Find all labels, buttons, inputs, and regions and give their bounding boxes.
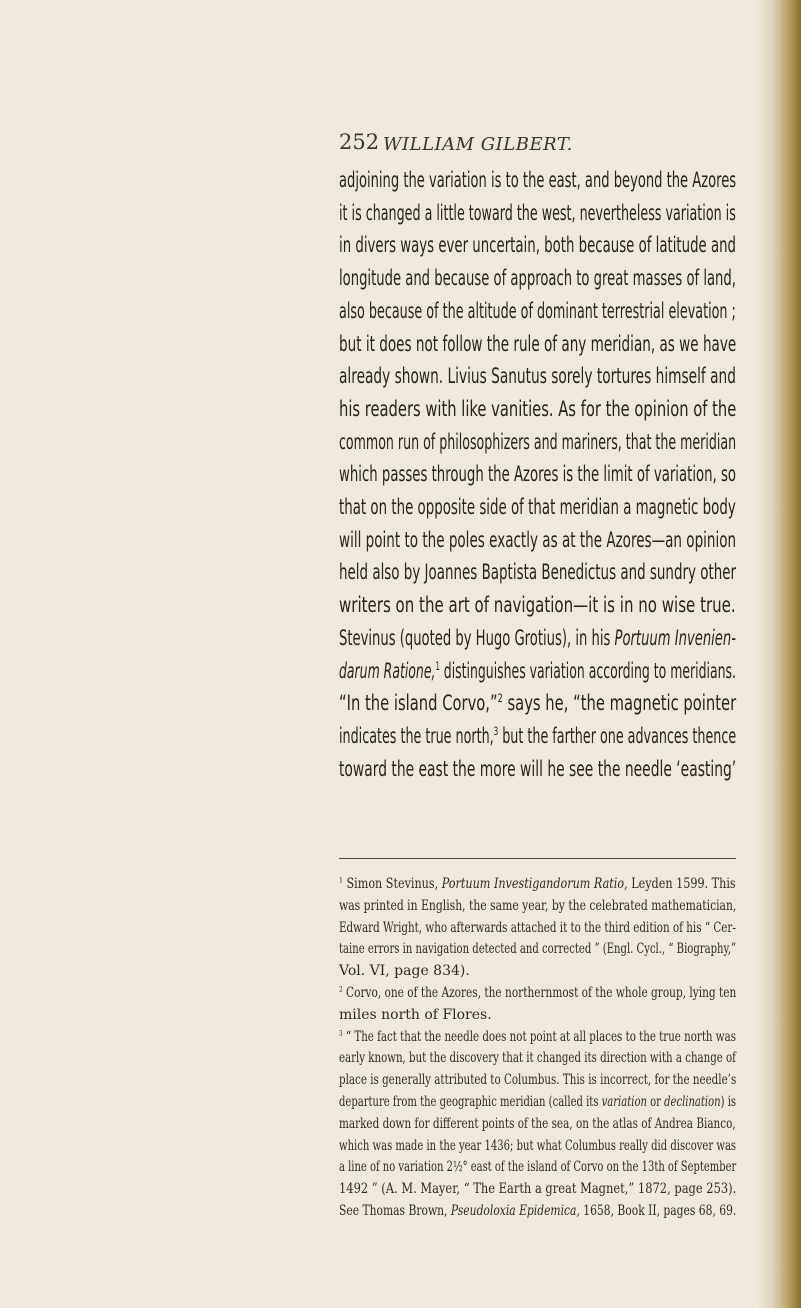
body-text-run: distinguishes variation according to meridians. xyxy=(439,658,736,684)
footnote-text: “ The fact that the needle does not point at all places to the true north was xyxy=(342,1028,736,1045)
body-text-run: “In the island Corvo,” xyxy=(339,691,498,717)
footnote-text: 1658, Book II, pages 68, 69. xyxy=(579,1203,737,1219)
body-line: which passes through the Azores is the limit of variation, so xyxy=(339,462,737,488)
footnote-mark-1: 1 xyxy=(339,875,343,885)
footnote-line: early known, but the discovery that it changed its direction with a change of xyxy=(339,1050,736,1067)
footnote-line: taine errors in navigation detected and corrected ” (Engl. Cycl., “ Biography,” xyxy=(339,941,737,958)
term-italic: variation xyxy=(601,1094,647,1110)
footnote-divider xyxy=(339,858,736,859)
footnote-line xyxy=(339,1094,736,1110)
body-line: it is changed a little toward the west, nevertheless variation is xyxy=(339,200,736,226)
footnote-ref-3[interactable]: 3 xyxy=(493,723,499,738)
footnote-line: miles north of Flores. xyxy=(339,1006,492,1023)
footnote-text: Simon Stevinus, xyxy=(342,876,442,892)
book-title-italic: Portuum Invenien- xyxy=(614,625,736,651)
running-head: WILLIAM GILBERT. xyxy=(383,134,573,155)
footnote-line: marked down for different points of the sea, on the atlas of Andrea Bianco, xyxy=(339,1115,736,1132)
body-line xyxy=(339,691,736,716)
footnote-line: 1492 ” (A. M. Mayer, “ The Earth a great Magnet,” 1872, page 253). xyxy=(339,1181,737,1198)
body-line: writers on the art of navigation—it is in no wise true. xyxy=(339,593,736,619)
footnote-line: a line of no variation 2½° east of the island of Corvo on the 13th of September xyxy=(339,1159,737,1176)
page-number: 252 xyxy=(339,130,380,154)
footnote-line: Edward Wright, who afterwards attached it to the third edition of his “ Cer- xyxy=(339,919,736,936)
body-line: that on the opposite side of that meridian a magnetic body xyxy=(339,495,736,520)
body-line: longitude and because of approach to great masses of land, xyxy=(339,266,736,292)
body-text-run: indicates the true north, xyxy=(339,723,494,749)
body-line xyxy=(339,626,736,651)
footnote-mark-2: 2 xyxy=(339,984,343,994)
body-line: also because of the altitude of dominant terrestrial elevation ; xyxy=(339,298,736,324)
body-line: held also by Joannes Baptista Benedictus and sundry other xyxy=(339,560,737,586)
book-title-italic: Pseudoloxia Epidemica, xyxy=(450,1203,580,1219)
body-line: already shown. Livius Sanutus sorely tortures himself and xyxy=(339,364,736,390)
body-text-run: says he, “the magnetic pointer xyxy=(502,691,737,717)
page-edge-shadow xyxy=(757,0,771,1308)
footnote-mark-3: 3 xyxy=(339,1027,343,1037)
term-italic: declination xyxy=(664,1094,721,1110)
footnote-ref-2[interactable]: 2 xyxy=(497,691,503,706)
body-text-run: Stevinus (quoted by Hugo Grotius), in his xyxy=(339,625,615,651)
body-line xyxy=(339,724,736,749)
body-line: but it does not follow the rule of any meridian, as we have xyxy=(339,331,737,357)
footnote-text: Leyden 1599. This xyxy=(627,876,736,892)
footnote-line xyxy=(339,1203,736,1219)
footnote-text: See Thomas Brown, xyxy=(339,1203,451,1219)
footnote-1 xyxy=(339,876,736,892)
book-title-italic: darum Ratione, xyxy=(339,658,436,684)
page-edge xyxy=(771,0,801,1308)
body-line: in divers ways ever uncertain, both because of latitude and xyxy=(339,233,737,259)
footnote-line: place is generally attributed to Columbus. This is incorrect, for the needle’s xyxy=(339,1072,737,1089)
footnote-text: Corvo, one of the Azores, the northernmost of the whole group, lying ten xyxy=(342,985,737,1001)
body-line: will point to the poles exactly as at the Azores—an opinion xyxy=(339,527,737,553)
body-line: adjoining the variation is to the east, and beyond the Azores xyxy=(339,168,737,193)
footnote-line: was printed in English, the same year, by the celebrated mathematician, xyxy=(339,897,737,914)
page-header xyxy=(0,126,770,166)
body-line xyxy=(339,659,736,684)
footnote-2 xyxy=(339,985,736,1001)
body-line: his readers with like vanities. As for the opinion of the xyxy=(339,396,737,422)
footnote-text: or xyxy=(646,1094,665,1110)
book-title-italic: Portuum Investigandorum Ratio, xyxy=(441,876,628,892)
body-text-run: but the farther one advances thence xyxy=(498,723,737,749)
footnote-text: ) is xyxy=(720,1094,737,1110)
footnote-line: which was made in the year 1436; but what Columbus really did discover was xyxy=(339,1137,737,1154)
body-line: toward the east the more will he see the needle ‘easting’ xyxy=(339,756,737,782)
footnote-3 xyxy=(339,1029,736,1045)
footnote-ref-1[interactable]: 1 xyxy=(435,658,440,673)
footnote-text: departure from the geographic meridian (called its xyxy=(339,1094,602,1110)
body-line: common run of philosophizers and mariners, that the meridian xyxy=(339,429,737,455)
footnote-line: Vol. VI, page 834). xyxy=(339,963,470,980)
